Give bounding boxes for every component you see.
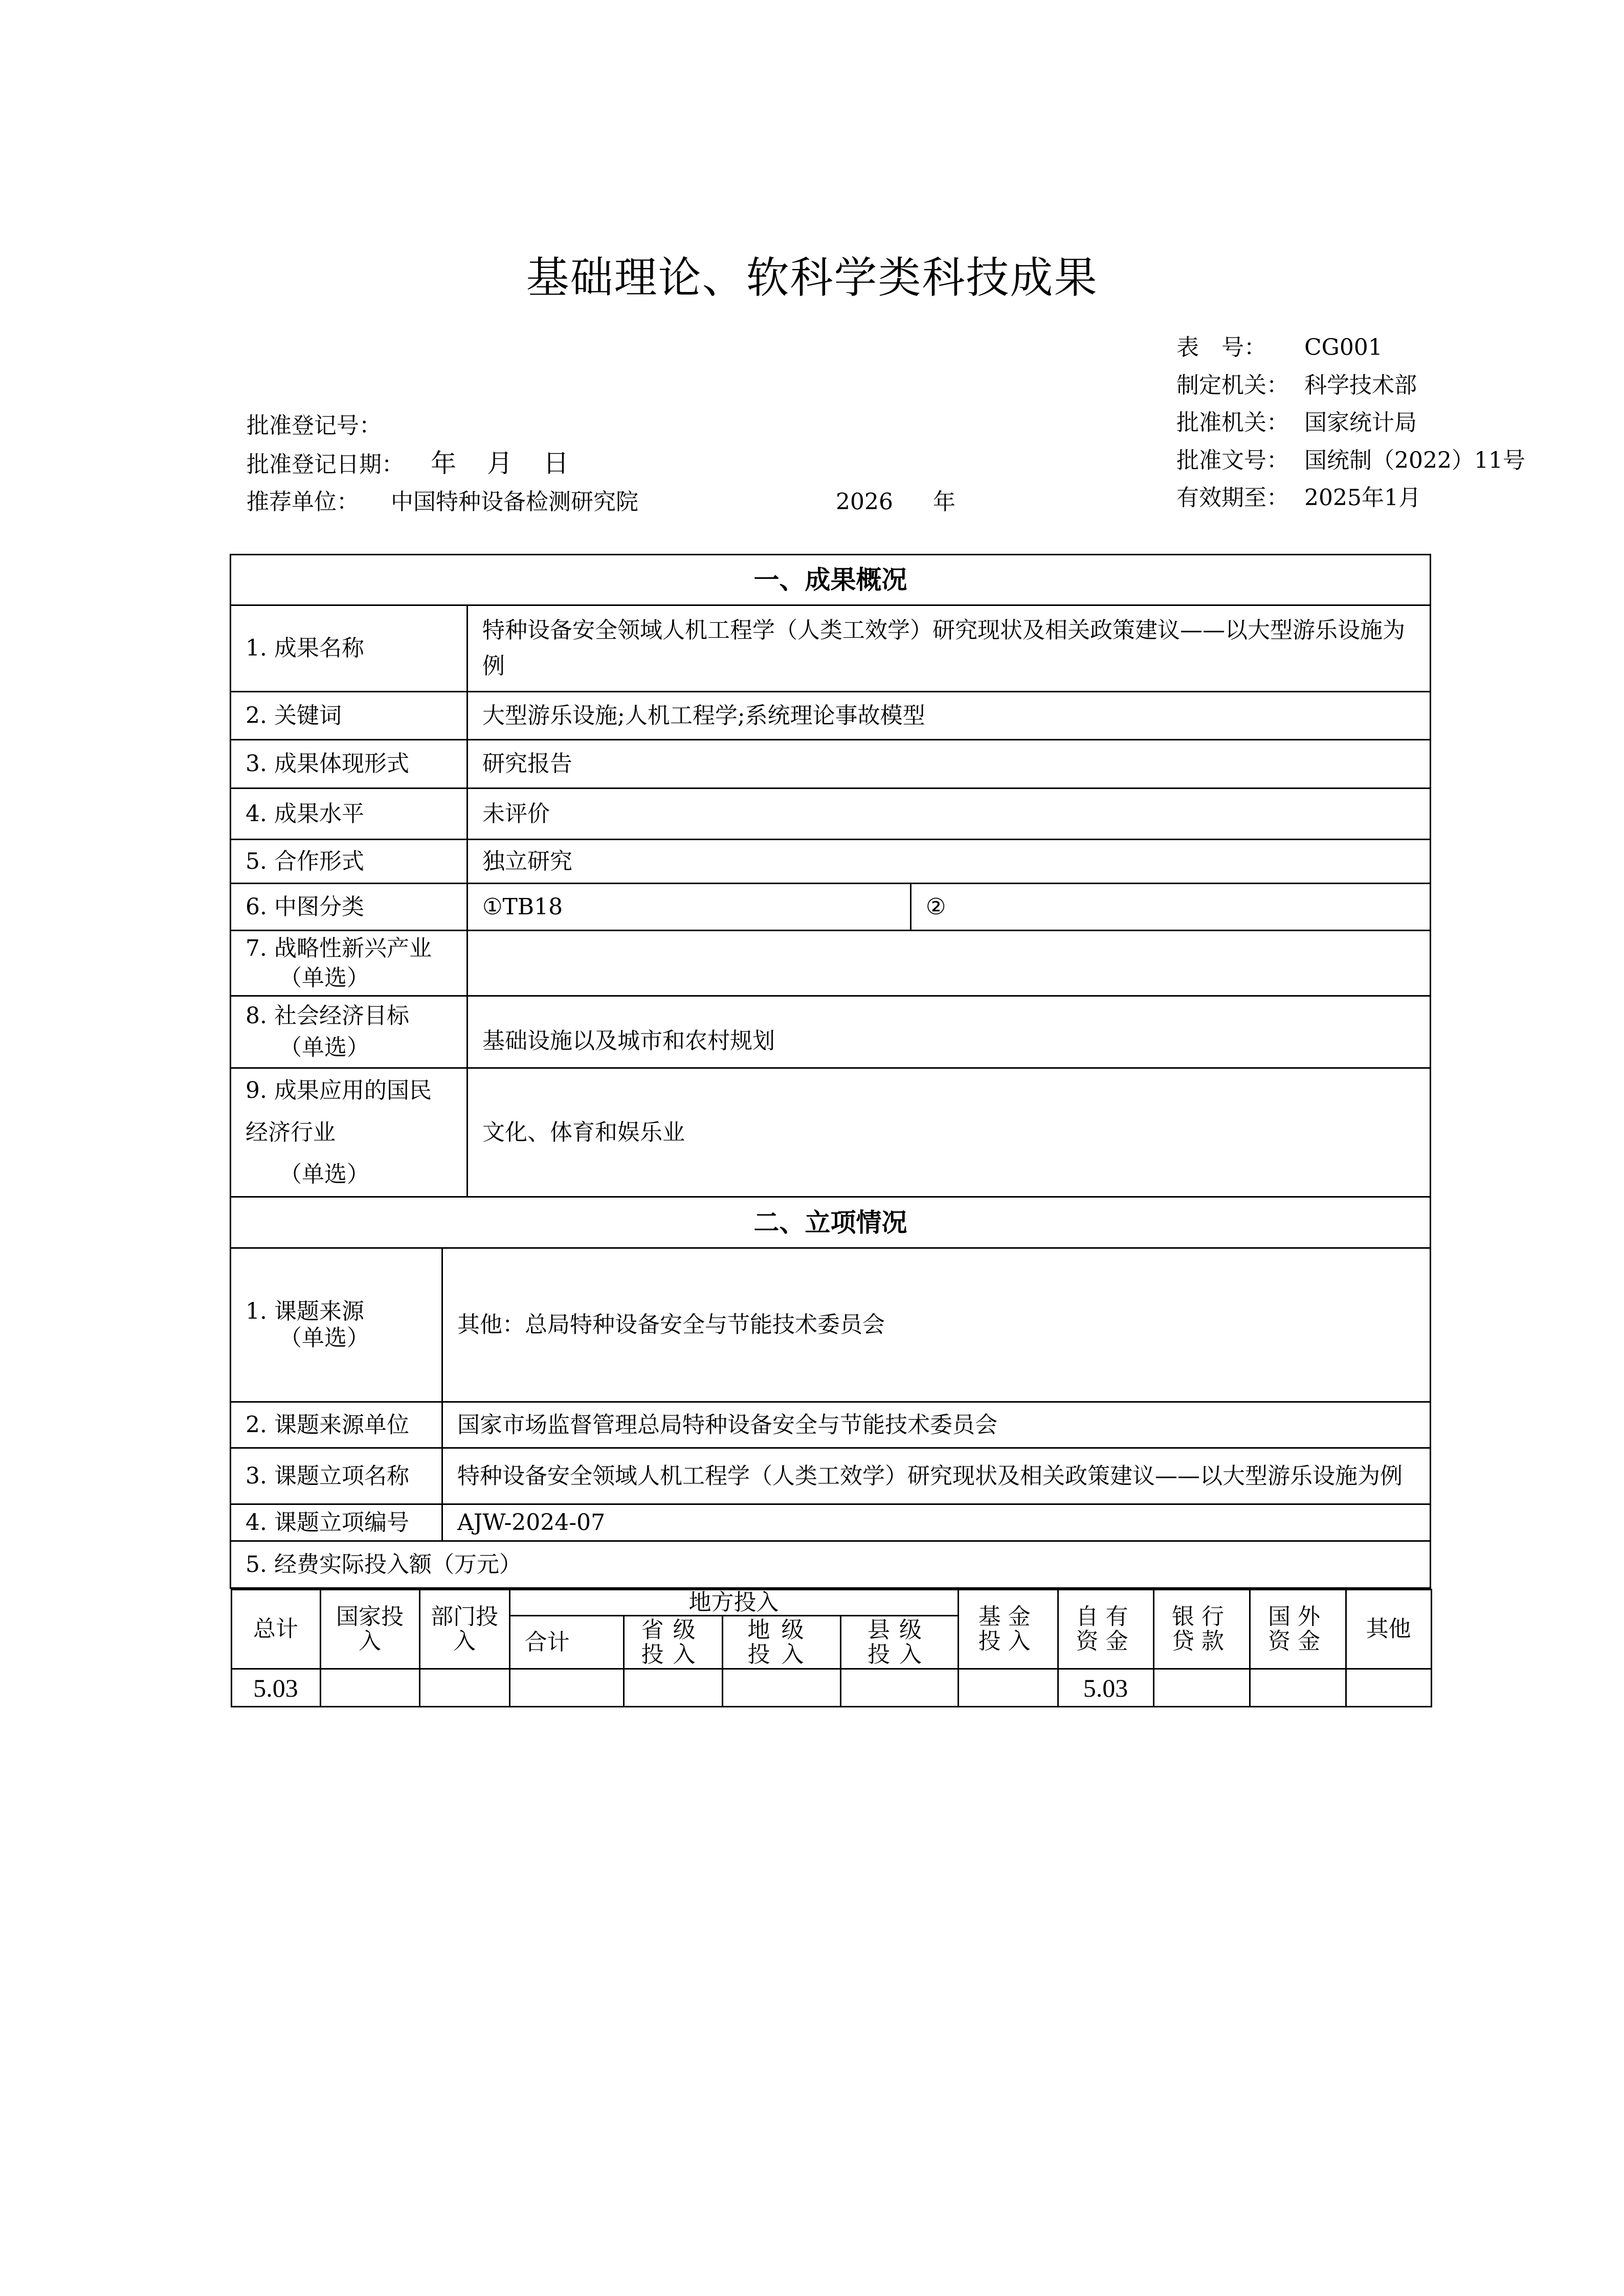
funding-header-foreign: 国外资金 bbox=[1250, 1590, 1346, 1669]
source-label-text: 1. 课题来源 bbox=[246, 1298, 364, 1324]
funding-value-self: 5.03 bbox=[1058, 1669, 1153, 1707]
funding-value-local-sum bbox=[509, 1669, 624, 1707]
project-no-label: 4. 课题立项编号 bbox=[231, 1504, 442, 1541]
funding-header-prov: 省级投入 bbox=[624, 1616, 722, 1669]
economy-label bbox=[231, 1068, 468, 1197]
project-no-value: AJW-2024-07 bbox=[442, 1504, 1431, 1541]
recommend-year: 2026 bbox=[836, 489, 893, 515]
achievement-name-label: 1. 成果名称 bbox=[231, 605, 468, 692]
form-type-label: 3. 成果体现形式 bbox=[231, 740, 468, 789]
table-row bbox=[231, 996, 1431, 1068]
approver-line bbox=[1176, 404, 1616, 442]
cooperation-label: 5. 合作形式 bbox=[231, 840, 468, 884]
reg-date-day: 日 bbox=[543, 448, 569, 478]
funding-header-national: 国家投入 bbox=[320, 1590, 419, 1669]
funding-value-national bbox=[320, 1669, 419, 1707]
funding-row bbox=[231, 1588, 1431, 1708]
funding-value-city bbox=[722, 1669, 840, 1707]
socio-label bbox=[231, 996, 468, 1068]
clc-label: 6. 中图分类 bbox=[231, 884, 468, 931]
source-unit-label: 2. 课题来源单位 bbox=[231, 1402, 442, 1448]
funding-header-other: 其他 bbox=[1346, 1590, 1431, 1669]
funding-header-fund: 基金投入 bbox=[958, 1590, 1058, 1669]
reg-date-year: 年 bbox=[431, 448, 456, 478]
table-row bbox=[231, 692, 1431, 740]
economy-label-sub: （单选） bbox=[279, 1161, 369, 1187]
section1-header-row bbox=[231, 555, 1431, 605]
form-meta-left bbox=[247, 407, 1116, 521]
issuer-value: 科学技术部 bbox=[1304, 372, 1417, 398]
funding-header-local-sum: 合计 bbox=[509, 1616, 624, 1669]
funding-table-cell bbox=[231, 1588, 1431, 1708]
recommend-year-unit: 年 bbox=[933, 489, 955, 515]
funding-header-city: 地级投入 bbox=[722, 1616, 840, 1669]
funding-table bbox=[231, 1589, 1432, 1707]
approver-value: 国家统计局 bbox=[1304, 410, 1417, 436]
form-no-label: 表 号： bbox=[1176, 334, 1266, 361]
level-value: 未评价 bbox=[468, 789, 1431, 840]
funding-value-row bbox=[231, 1669, 1431, 1707]
clc-value-1: ①TB18 bbox=[468, 884, 911, 931]
issuer-label: 制定机关： bbox=[1176, 372, 1289, 398]
socio-label-sub: （单选） bbox=[279, 1034, 369, 1061]
economy-value: 文化、体育和娱乐业 bbox=[468, 1068, 1431, 1197]
table-row bbox=[231, 931, 1431, 996]
funding-value-other bbox=[1346, 1669, 1431, 1707]
table-row bbox=[231, 789, 1431, 840]
reg-no-line bbox=[247, 407, 1116, 445]
keywords-value: 大型游乐设施;人机工程学;系统理论事故模型 bbox=[468, 692, 1431, 740]
funding-header-row-1 bbox=[231, 1590, 1431, 1616]
table-row bbox=[231, 1504, 1431, 1541]
form-type-value: 研究报告 bbox=[468, 740, 1431, 789]
approval-doc-label: 批准文号： bbox=[1176, 447, 1289, 474]
reg-date-month: 月 bbox=[487, 448, 513, 478]
table-row bbox=[231, 1068, 1431, 1197]
section2-header-row bbox=[231, 1197, 1431, 1248]
table-row bbox=[231, 1402, 1431, 1448]
recommender-line bbox=[247, 483, 1116, 521]
funding-label: 5. 经费实际投入额（万元） bbox=[231, 1541, 1431, 1588]
form-no-value: CG001 bbox=[1304, 334, 1383, 361]
source-value: 其他：总局特种设备安全与节能技术委员会 bbox=[442, 1248, 1431, 1402]
funding-value-bank bbox=[1153, 1669, 1250, 1707]
funding-value-dept bbox=[419, 1669, 509, 1707]
reg-date-line bbox=[247, 445, 1116, 484]
keywords-label: 2. 关键词 bbox=[231, 692, 468, 740]
economy-label-line2: 经济行业 bbox=[246, 1119, 336, 1145]
table-row bbox=[231, 884, 1431, 931]
clc-value-2: ② bbox=[911, 884, 1431, 931]
approval-doc-line bbox=[1176, 442, 1616, 480]
funding-header-self: 自有资金 bbox=[1058, 1590, 1153, 1669]
issuer-line bbox=[1176, 367, 1616, 404]
table-row bbox=[231, 1248, 1431, 1402]
reg-date-label: 批准登记日期： bbox=[247, 451, 404, 478]
valid-line bbox=[1176, 479, 1616, 517]
socio-label-text: 8. 社会经济目标 bbox=[246, 1003, 409, 1029]
funding-header-total: 总计 bbox=[231, 1590, 320, 1669]
funding-value-total: 5.03 bbox=[231, 1669, 320, 1707]
table-row bbox=[231, 740, 1431, 789]
reg-no-label: 批准登记号： bbox=[247, 413, 382, 439]
form-meta-right bbox=[1176, 329, 1616, 517]
table-row bbox=[231, 840, 1431, 884]
recommender-value: 中国特种设备检测研究院 bbox=[391, 489, 638, 515]
funding-header-bank: 银行贷款 bbox=[1153, 1590, 1250, 1669]
funding-value-county bbox=[840, 1669, 958, 1707]
project-name-label: 3. 课题立项名称 bbox=[231, 1448, 442, 1504]
funding-header-local: 地方投入 bbox=[509, 1590, 958, 1616]
funding-header-county: 县级投入 bbox=[840, 1616, 958, 1669]
cooperation-value: 独立研究 bbox=[468, 840, 1431, 884]
funding-value-foreign bbox=[1250, 1669, 1346, 1707]
recommender-label: 推荐单位： bbox=[247, 489, 359, 515]
economy-label-line1: 9. 成果应用的国民 bbox=[246, 1077, 432, 1104]
achievement-form bbox=[230, 554, 1431, 1707]
funding-header-dept: 部门投入 bbox=[419, 1590, 509, 1669]
approval-doc-value: 国统制（2022）11号 bbox=[1304, 447, 1525, 474]
industry-value bbox=[468, 931, 1431, 996]
approver-label: 批准机关： bbox=[1176, 410, 1289, 436]
table-row bbox=[231, 605, 1431, 692]
page-title: 基础理论、软科学类科技成果 bbox=[526, 253, 1098, 303]
table-row bbox=[231, 1541, 1431, 1588]
valid-label: 有效期至： bbox=[1176, 485, 1289, 511]
funding-value-fund bbox=[958, 1669, 1058, 1707]
level-label: 4. 成果水平 bbox=[231, 789, 468, 840]
achievement-name-value: 特种设备安全领域人机工程学（人类工效学）研究现状及相关政策建议——以大型游乐设施为例 bbox=[468, 605, 1431, 692]
form-no-line bbox=[1176, 329, 1616, 367]
project-name-value: 特种设备安全领域人机工程学（人类工效学）研究现状及相关政策建议——以大型游乐设施为例 bbox=[442, 1448, 1431, 1504]
section2-title: 二、立项情况 bbox=[231, 1197, 1431, 1248]
valid-value: 2025年1月 bbox=[1304, 485, 1421, 511]
source-label-sub: （单选） bbox=[279, 1325, 369, 1351]
source-label bbox=[231, 1248, 442, 1402]
socio-value: 基础设施以及城市和农村规划 bbox=[468, 996, 1431, 1068]
section1-title: 一、成果概况 bbox=[231, 555, 1431, 605]
industry-label-sub: （单选） bbox=[279, 964, 369, 991]
industry-label-text: 7. 战略性新兴产业 bbox=[246, 935, 432, 961]
funding-value-prov bbox=[624, 1669, 722, 1707]
industry-label bbox=[231, 931, 468, 996]
table-row bbox=[231, 1448, 1431, 1504]
source-unit-value: 国家市场监督管理总局特种设备安全与节能技术委员会 bbox=[442, 1402, 1431, 1448]
